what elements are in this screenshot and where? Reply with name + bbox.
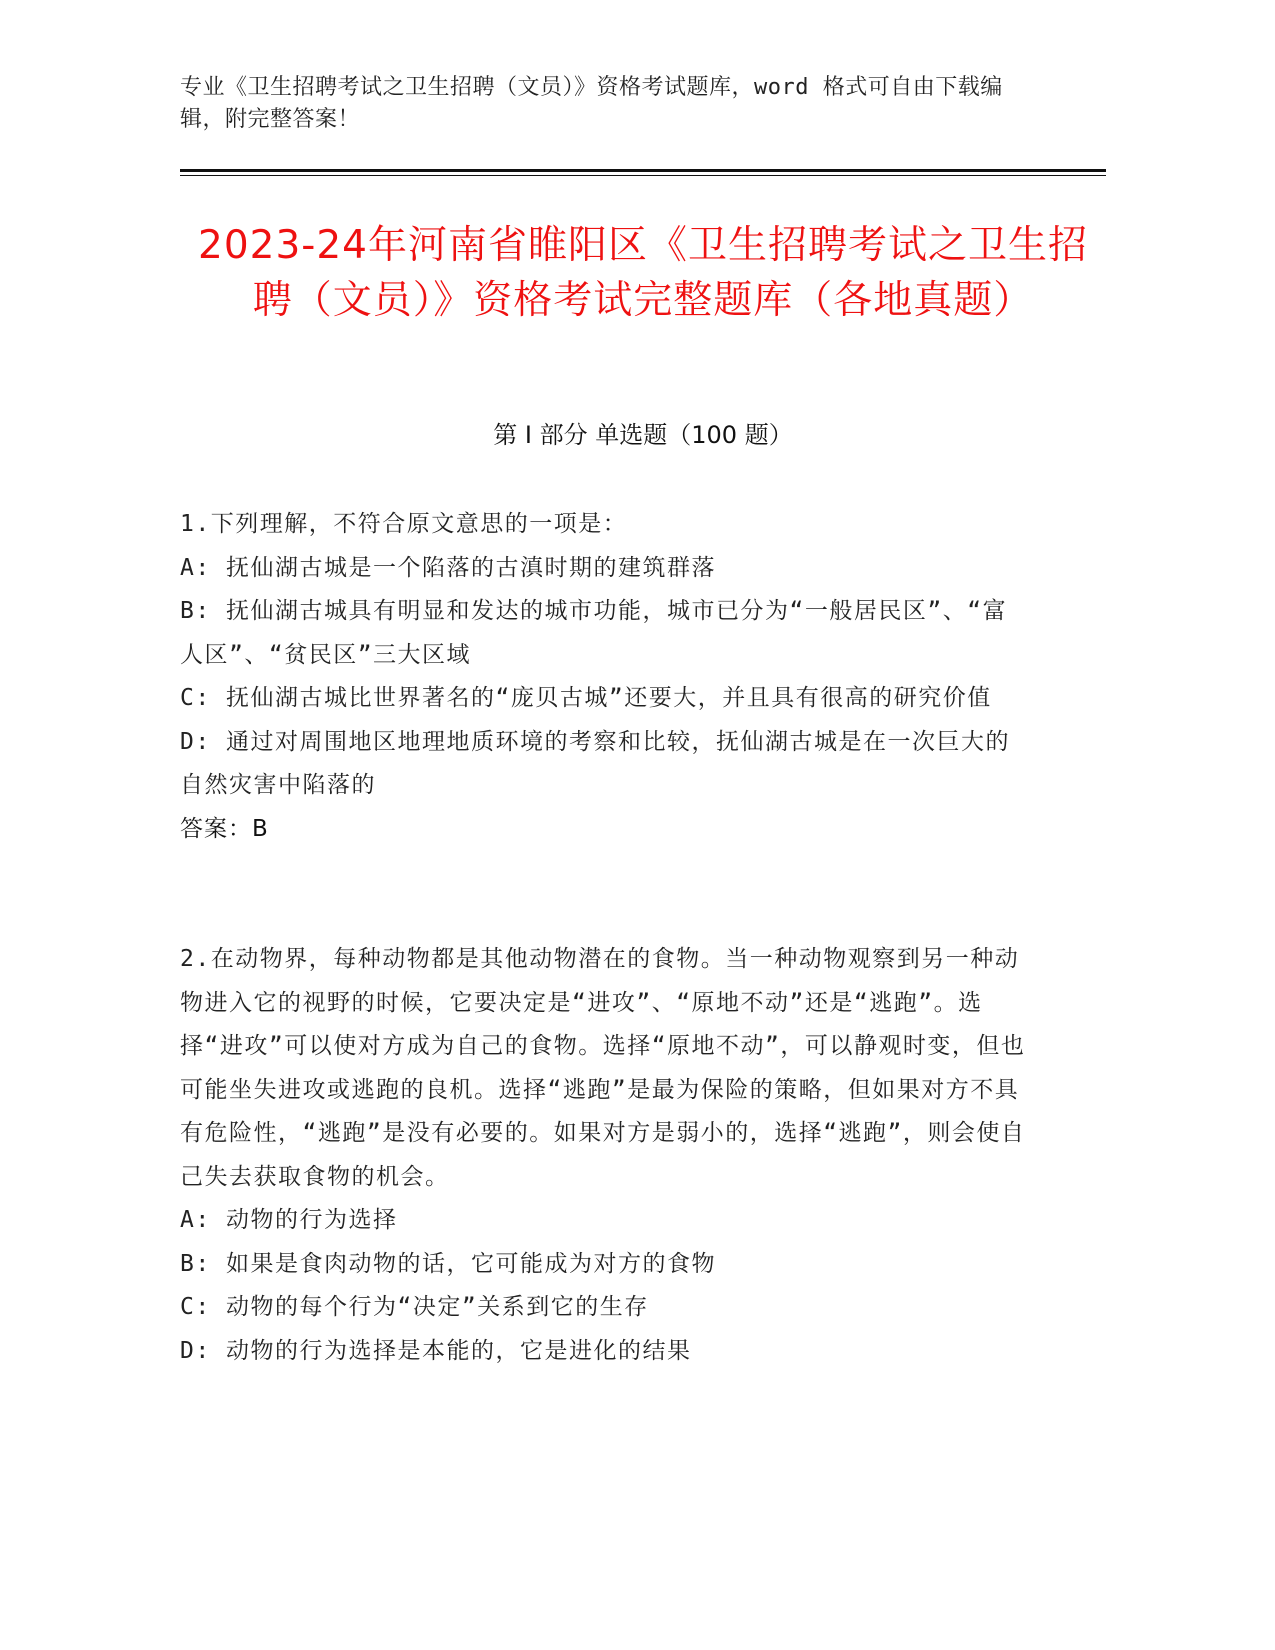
header-divider-thick bbox=[180, 169, 1106, 172]
document-title: 2023-24年河南省睢阳区《卫生招聘考试之卫生招聘（文员）》资格考试完整题库（各地真题） bbox=[198, 223, 1088, 323]
question-stem: 1.下列理解，不符合原文意思的一项是： bbox=[180, 511, 628, 537]
option-d: D: 通过对周围地区地理地质环境的考察和比较，抚仙湖古城是在一次巨大的自然灾害中陷落的 bbox=[180, 728, 1011, 798]
header-divider-thin bbox=[180, 175, 1106, 176]
option-a: A: 抚仙湖古城是一个陷落的古滇时期的建筑群落 bbox=[180, 554, 717, 581]
option-a: A: 动物的行为选择 bbox=[180, 1207, 398, 1233]
option-c: C: 抚仙湖古城比世界著名的“庞贝古城”还要大，并且具有很高的研究价值 bbox=[180, 685, 992, 711]
option-d: D: 动物的行为选择是本能的，它是进化的结果 bbox=[180, 1337, 692, 1364]
option-b: B: 抚仙湖古城具有明显和发达的城市功能，城市已分为“一般居民区”、“富人区”、“贫民区”三大区域 bbox=[180, 598, 1008, 668]
question-block bbox=[180, 503, 1030, 851]
header-note: 专业《卫生招聘考试之卫生招聘（文员）》资格考试题库，word 格式可自由下载编辑，附完整答案！ bbox=[180, 75, 1003, 132]
answer-line: 答案：B bbox=[180, 815, 269, 842]
question-stem: 2.在动物界，每种动物都是其他动物潜在的食物。当一种动物观察到另一种动物进入它的视野的时候，它要决定是“进攻”、“原地不动”还是“逃跑”。选择“进攻”可以使对方成为自己的食物。选择“原地不动”，可以静观时变，但也可能坐失进攻或逃跑的良机。选择“逃跑”是最为保险的策略，但如果对方不具有危险性，“逃跑”是没有必要的。如果对方是弱小的，选择“逃跑”，则会使自己失去获取食物的机会。 bbox=[180, 946, 1026, 1190]
question-block bbox=[180, 938, 1030, 1373]
section-heading: 第 I 部分 单选题（100 题） bbox=[493, 421, 793, 449]
option-b: B: 如果是食肉动物的话，它可能成为对方的食物 bbox=[180, 1250, 717, 1277]
option-c: C: 动物的每个行为“决定”关系到它的生存 bbox=[180, 1294, 649, 1320]
